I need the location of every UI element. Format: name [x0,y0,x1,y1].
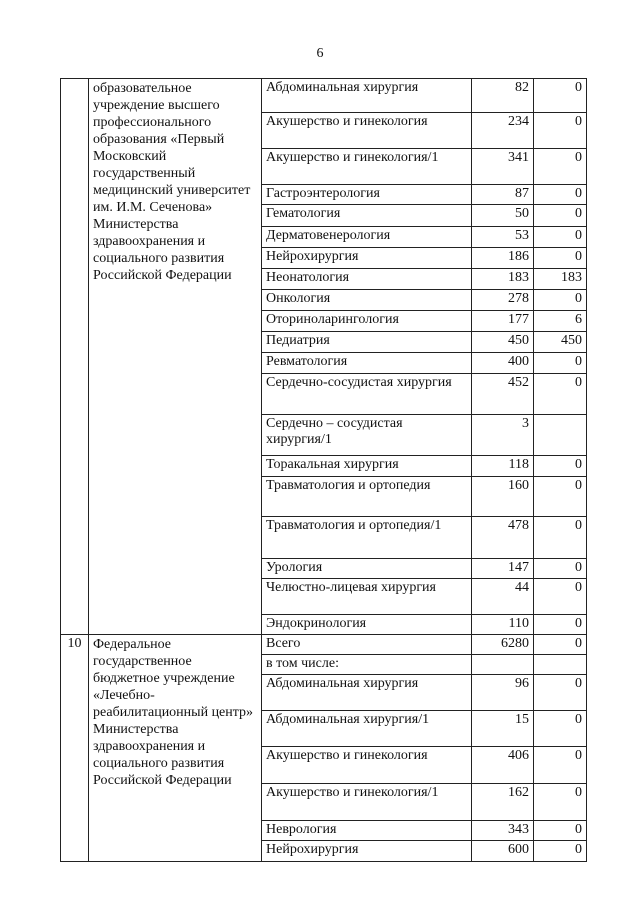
specialty-name-cell: Гастроэнтерология [262,185,472,205]
total-places-cell: 183 [472,269,534,290]
target-places-cell: 0 [534,205,587,227]
specialty-name-cell: Педиатрия [262,332,472,353]
target-places-cell [534,415,587,456]
target-places-cell [534,655,587,675]
target-places-cell: 0 [534,747,587,784]
specialty-name-cell: Травматология и ортопедия/1 [262,517,472,559]
row-number-cell: 10 [61,635,89,862]
total-places-cell: 400 [472,353,534,374]
total-places-cell: 186 [472,248,534,269]
total-places-cell: 234 [472,113,534,149]
total-places-cell: 600 [472,841,534,862]
target-places-cell: 0 [534,185,587,205]
target-places-cell: 0 [534,113,587,149]
specialty-name-cell: Акушерство и гинекология/1 [262,784,472,821]
specialty-name-cell: Акушерство и гинекология [262,747,472,784]
total-places-cell: 147 [472,559,534,579]
target-places-cell: 0 [534,635,587,655]
total-places-cell: 341 [472,149,534,185]
table-row [61,635,587,655]
page-number: 6 [316,46,324,61]
specialty-name-cell: Ревматология [262,353,472,374]
target-places-cell: 0 [534,456,587,477]
specialty-name-cell: Акушерство и гинекология/1 [262,149,472,185]
target-places-cell: 0 [534,841,587,862]
target-places-cell: 0 [534,784,587,821]
total-places-cell: 118 [472,456,534,477]
target-places-cell: 0 [534,290,587,311]
specialty-name-cell: Дерматовенерология [262,227,472,248]
total-places-cell [472,655,534,675]
target-places-cell: 0 [534,353,587,374]
target-places-cell: 0 [534,374,587,415]
specialty-name-cell: Неврология [262,821,472,841]
total-places-cell: 278 [472,290,534,311]
target-places-cell: 0 [534,517,587,559]
target-places-cell: 0 [534,821,587,841]
total-places-cell: 53 [472,227,534,248]
target-places-cell: 0 [534,711,587,747]
row-number-cell [61,79,89,635]
specialty-name-cell: Оториноларингология [262,311,472,332]
organization-name-cell: образовательное учреждение высшего профессионального образования «Первый Московский государственный медицинский университет им. И.М. Сеченова» Министерства здравоохранения и социального развития Российской Федерации [89,79,262,635]
specialty-name-cell: Акушерство и гинекология [262,113,472,149]
total-places-cell: 450 [472,332,534,353]
total-places-cell: 343 [472,821,534,841]
target-places-cell: 0 [534,149,587,185]
specialty-name-cell: Всего [262,635,472,655]
target-places-cell: 0 [534,675,587,711]
total-places-cell: 478 [472,517,534,559]
specialty-name-cell: Травматология и ортопедия [262,477,472,517]
total-places-cell: 44 [472,579,534,615]
total-places-cell: 87 [472,185,534,205]
total-places-cell: 6280 [472,635,534,655]
total-places-cell: 110 [472,615,534,635]
table-row [61,79,587,113]
total-places-cell: 177 [472,311,534,332]
specialty-name-cell: Нейрохирургия [262,248,472,269]
target-places-cell: 0 [534,615,587,635]
total-places-cell: 15 [472,711,534,747]
target-places-cell: 6 [534,311,587,332]
total-places-cell: 452 [472,374,534,415]
target-places-cell: 0 [534,79,587,113]
specialty-name-cell: Онкология [262,290,472,311]
specialty-name-cell: в том числе: [262,655,472,675]
specialty-name-cell: Сердечно-сосудистая хирургия [262,374,472,415]
specialty-name-cell: Абдоминальная хирургия [262,79,472,113]
specialty-name-cell: Торакальная хирургия [262,456,472,477]
total-places-cell: 162 [472,784,534,821]
total-places-cell: 406 [472,747,534,784]
target-places-cell: 0 [534,227,587,248]
total-places-cell: 96 [472,675,534,711]
specialty-name-cell: Эндокринология [262,615,472,635]
specialty-name-cell: Сердечно – сосудистая хирургия/1 [262,415,472,456]
total-places-cell: 82 [472,79,534,113]
total-places-cell: 50 [472,205,534,227]
target-places-cell: 0 [534,248,587,269]
specialty-name-cell: Нейрохирургия [262,841,472,862]
target-places-cell: 450 [534,332,587,353]
specialty-name-cell: Урология [262,559,472,579]
organization-name-cell: Федеральное государственное бюджетное учреждение «Лечебно-реабилитационный центр» Министерства здравоохранения и социального развития Российской Федерации [89,635,262,862]
total-places-cell: 3 [472,415,534,456]
target-places-cell: 0 [534,559,587,579]
specialty-name-cell: Абдоминальная хирургия/1 [262,711,472,747]
specialty-name-cell: Гематология [262,205,472,227]
specialty-name-cell: Челюстно-лицевая хирургия [262,579,472,615]
specialty-name-cell: Абдоминальная хирургия [262,675,472,711]
distribution-table [60,78,587,862]
target-places-cell: 0 [534,579,587,615]
specialty-name-cell: Неонатология [262,269,472,290]
target-places-cell: 183 [534,269,587,290]
target-places-cell: 0 [534,477,587,517]
total-places-cell: 160 [472,477,534,517]
